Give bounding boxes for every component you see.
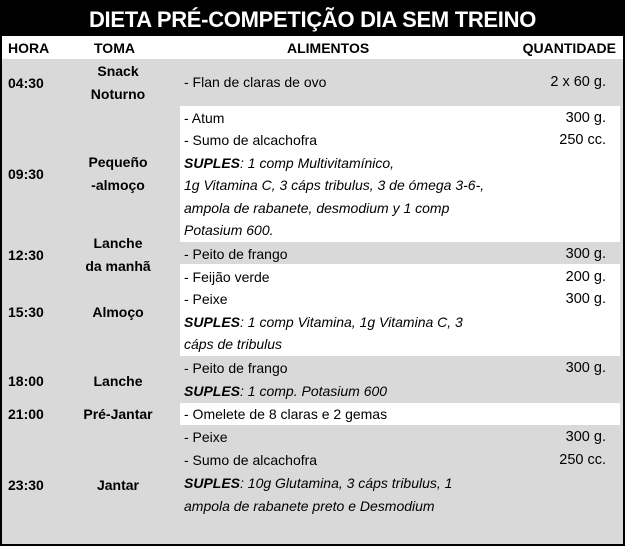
meal-name-line: Lanche	[93, 373, 143, 389]
supplements-line: cáps de tribulus	[184, 336, 283, 352]
quantity: 300 g.	[565, 291, 606, 307]
supplements-line: Potasium 600.	[184, 222, 274, 238]
food-item: - Atum	[184, 110, 225, 126]
suples-text: : 1 comp Vitamina, 1g Vitamina C, 3	[240, 314, 463, 330]
supplements-line: ampola de rabanete preto e Desmodium	[184, 498, 435, 514]
meal-name	[66, 151, 170, 196]
meal-name	[66, 60, 170, 105]
meal-name	[66, 403, 170, 426]
supplements-line: ampola de rabanete, desmodium y 1 comp	[184, 200, 450, 216]
food-item: - Peito de frango	[184, 246, 288, 262]
suples-label: SUPLES	[184, 383, 241, 399]
time-cell: 21:00	[8, 406, 44, 422]
meal-name	[66, 301, 170, 324]
quantity: 250 cc.	[559, 132, 606, 148]
table-header	[2, 36, 623, 59]
quantity: 300 g.	[565, 429, 606, 445]
meal-name-line: Noturno	[90, 85, 146, 102]
meal-name-line: da manhã	[85, 257, 151, 274]
time-cell: 09:30	[8, 166, 44, 182]
supplements-line: 1g Vitamina C, 3 cáps tribulus, 3 de ómega 3-6-,	[184, 177, 485, 193]
meal-name-line: Pequeño	[88, 154, 148, 170]
food-item: - Flan de claras de ovo	[184, 74, 327, 90]
header-alimentos: ALIMENTOS	[287, 40, 370, 56]
supplements-line	[184, 152, 394, 175]
quantity: 300 g.	[565, 360, 606, 376]
quantity: 2 x 60 g.	[550, 74, 606, 90]
food-item: - Peito de frango	[184, 360, 288, 376]
time-cell: 18:00	[8, 373, 44, 389]
meal-name-line: -almoço	[91, 176, 145, 193]
quantity: 200 g.	[565, 269, 606, 285]
time-cell: 04:30	[8, 75, 44, 91]
meal-name-line: Almoço	[92, 304, 144, 320]
header-quantidade: QUANTIDADE	[522, 40, 616, 56]
page-title: DIETA PRÉ-COMPETIÇÃO DIA SEM TREINO	[2, 2, 623, 36]
suples-label: SUPLES	[184, 314, 241, 330]
food-item: - Sumo de alcachofra	[184, 452, 318, 468]
meal-name-line: Jantar	[96, 477, 140, 493]
suples-text: : 1 comp. Potasium 600	[240, 383, 388, 399]
time-cell: 12:30	[8, 247, 44, 263]
food-item: - Sumo de alcachofra	[184, 132, 318, 148]
quantity: 250 cc.	[559, 452, 606, 468]
suples-text: : 1 comp Multivitamínico,	[240, 155, 395, 171]
supplements-line	[184, 311, 463, 334]
header-toma: TOMA	[94, 40, 135, 56]
meal-name-line: Snack	[97, 63, 139, 79]
meal-name	[66, 370, 170, 393]
time-cell: 23:30	[8, 477, 44, 493]
suples-label: SUPLES	[184, 155, 241, 171]
quantity: 300 g.	[565, 110, 606, 126]
supplements-line	[184, 380, 387, 403]
meal-name	[66, 474, 170, 497]
meal-name	[66, 232, 170, 277]
suples-label: SUPLES	[184, 475, 241, 491]
meal-name-line: Pré-Jantar	[83, 406, 153, 422]
suples-text: : 10g Glutamina, 3 cáps tribulus, 1	[240, 475, 453, 491]
quantity: 300 g.	[565, 246, 606, 262]
header-hora: HORA	[8, 40, 50, 56]
food-item: - Feijão verde	[184, 269, 270, 285]
time-cell: 15:30	[8, 304, 44, 320]
food-item: - Omelete de 8 claras e 2 gemas	[184, 406, 388, 422]
meal-name-line: Lanche	[93, 235, 143, 251]
food-item: - Peixe	[184, 429, 228, 445]
supplements-line	[184, 472, 452, 495]
food-item: - Peixe	[184, 291, 228, 307]
